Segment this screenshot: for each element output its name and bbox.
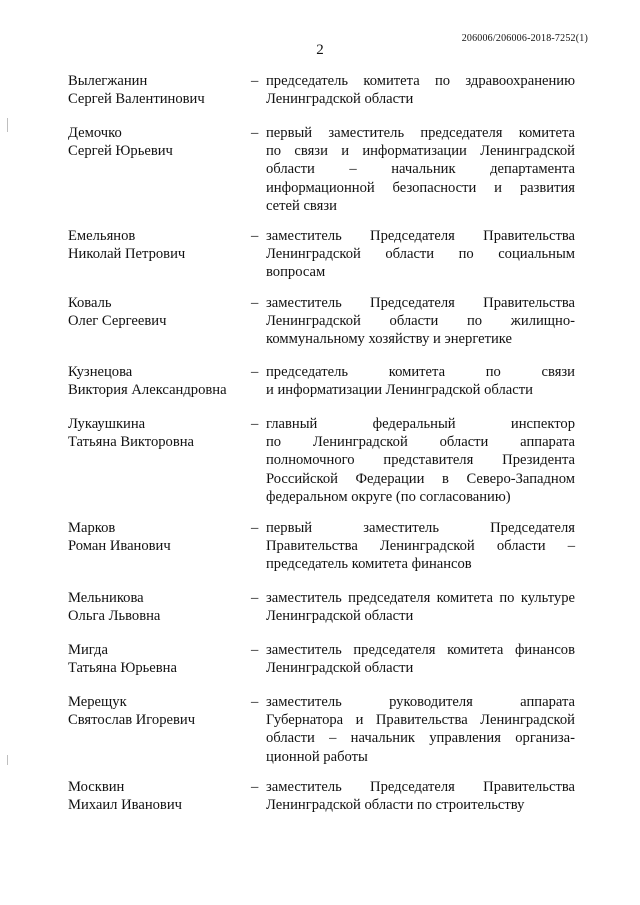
position-line: и информатизации Ленинградской области xyxy=(266,382,533,399)
member-surname: Емельянов xyxy=(68,228,136,244)
position-line: Ленинградской области по жилищно- xyxy=(266,313,575,330)
member-position xyxy=(266,693,575,766)
member-surname: Москвин xyxy=(68,779,125,795)
member-position xyxy=(266,641,575,677)
member-name xyxy=(68,589,248,625)
dash-separator: – xyxy=(251,694,259,710)
member-given-names: Татьяна Викторовна xyxy=(68,434,195,451)
member-surname: Мельникова xyxy=(68,590,144,606)
dash-separator: – xyxy=(251,416,259,432)
dash-separator: – xyxy=(251,590,259,606)
member-name xyxy=(68,693,248,729)
position-line: Ленинградской области xyxy=(266,608,414,625)
member-position xyxy=(266,124,575,215)
member-given-names: Сергей Юрьевич xyxy=(68,143,173,160)
position-line: Ленинградской области xyxy=(266,91,414,108)
position-line: первый заместитель председателя комитета xyxy=(266,125,575,141)
member-position xyxy=(266,778,575,814)
position-line: первый заместитель Председателя xyxy=(266,520,575,536)
dash-separator: – xyxy=(251,73,259,89)
position-line: вопросам xyxy=(266,264,326,281)
position-line: заместитель председателя комитета по культуре xyxy=(266,590,575,606)
position-line: сетей связи xyxy=(266,197,337,214)
document-id: 206006/206006-2018-7252(1) xyxy=(461,33,588,44)
member-position xyxy=(266,415,575,506)
dash-separator: – xyxy=(251,228,259,244)
member-given-names: Татьяна Юрьевна xyxy=(68,660,177,677)
position-line: по Ленинградской области аппарата xyxy=(266,434,575,451)
member-surname: Коваль xyxy=(68,295,112,311)
position-line: Правительства Ленинградской области – xyxy=(266,538,575,555)
member-surname: Демочко xyxy=(68,125,122,141)
dash-separator: – xyxy=(251,364,259,380)
member-surname: Мигда xyxy=(68,642,108,658)
member-name xyxy=(68,294,248,330)
position-line: Российской Федерации в Северо-Западном xyxy=(266,470,575,487)
member-surname: Мерещук xyxy=(68,694,127,710)
member-name xyxy=(68,778,248,814)
member-name xyxy=(68,519,248,555)
dash-separator: – xyxy=(251,779,259,795)
member-surname: Вылегжанин xyxy=(68,73,148,89)
position-line: председатель комитета по связи xyxy=(266,364,575,380)
position-line: по связи и информатизации Ленинградской xyxy=(266,143,575,160)
position-line: коммунальному хозяйству и энергетике xyxy=(266,331,512,348)
position-line: Ленинградской области xyxy=(266,660,414,677)
member-position xyxy=(266,72,575,108)
position-line: области – начальник управления организа- xyxy=(266,730,575,747)
member-name xyxy=(68,363,248,399)
member-position xyxy=(266,363,575,399)
position-line: заместитель руководителя аппарата xyxy=(266,694,575,710)
position-line: федеральном округе (по согласованию) xyxy=(266,488,511,505)
member-position xyxy=(266,294,575,349)
dash-separator: – xyxy=(251,295,259,311)
member-name xyxy=(68,641,248,677)
member-name xyxy=(68,124,248,160)
position-line: председатель комитета по здравоохранению xyxy=(266,73,575,89)
member-position xyxy=(266,519,575,574)
position-line: полномочного представителя Президента xyxy=(266,452,575,469)
member-position xyxy=(266,589,575,625)
position-line: Ленинградской области по строительству xyxy=(266,797,525,814)
member-name xyxy=(68,227,248,263)
position-line: главный федеральный инспектор xyxy=(266,416,575,432)
dash-separator: – xyxy=(251,125,259,141)
member-given-names: Виктория Александровна xyxy=(68,382,227,399)
member-surname: Лукаушкина xyxy=(68,416,146,432)
member-surname: Кузнецова xyxy=(68,364,133,380)
position-line: Губернатора и Правительства Ленинградской xyxy=(266,712,575,729)
member-given-names: Сергей Валентинович xyxy=(68,91,205,108)
member-position xyxy=(266,227,575,282)
member-surname: Марков xyxy=(68,520,116,536)
position-line: заместитель Председателя Правительства xyxy=(266,295,575,311)
position-line: Ленинградской области по социальным xyxy=(266,246,575,263)
member-given-names: Роман Иванович xyxy=(68,538,171,555)
member-name xyxy=(68,72,248,108)
position-line: информационной безопасности и развития xyxy=(266,179,575,196)
member-given-names: Святослав Игоревич xyxy=(68,712,196,729)
member-given-names: Ольга Львовна xyxy=(68,608,161,625)
position-line: заместитель Председателя Правительства xyxy=(266,228,575,244)
member-given-names: Михаил Иванович xyxy=(68,797,182,814)
member-given-names: Николай Петрович xyxy=(68,246,186,263)
member-given-names: Олег Сергеевич xyxy=(68,313,167,330)
position-line: председатель комитета финансов xyxy=(266,556,472,573)
dash-separator: – xyxy=(251,642,259,658)
position-line: заместитель Председателя Правительства xyxy=(266,779,575,795)
page-number: 2 xyxy=(316,42,324,58)
dash-separator: – xyxy=(251,520,259,536)
position-line: заместитель председателя комитета финансов xyxy=(266,642,575,658)
position-line: ционной работы xyxy=(266,748,368,765)
member-name xyxy=(68,415,248,451)
position-line: области – начальник департамента xyxy=(266,161,575,178)
